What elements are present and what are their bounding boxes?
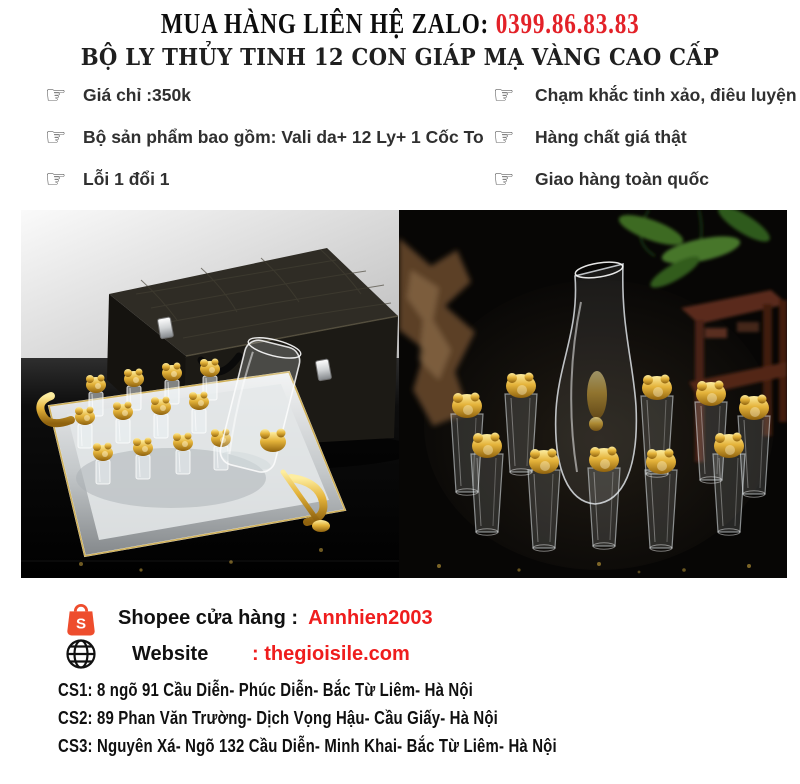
website-url[interactable]: : thegioisile.com (252, 642, 410, 665)
gold-dragon-figurine (260, 429, 286, 453)
feature-item (493, 168, 797, 191)
pointing-finger-icon: ☞ (493, 124, 515, 151)
address-line: CS2: 89 Phan Văn Trường- Dịch Vọng Hậu- Cầu Giấy- Hà Nội (58, 708, 498, 728)
feature-text: Giao hàng toàn quốc (535, 169, 710, 189)
feature-column-right (493, 84, 797, 191)
header (0, 0, 800, 72)
product-photo-right (399, 210, 787, 578)
product-photo-left (21, 210, 399, 578)
website-row (64, 636, 800, 672)
shopee-row (64, 600, 800, 636)
photo-right-graphic (399, 210, 787, 578)
pointing-finger-icon: ☞ (45, 166, 67, 193)
feature-item (493, 84, 797, 107)
feature-item (493, 126, 797, 149)
pointing-finger-icon: ☞ (493, 166, 515, 193)
feature-text: Chạm khắc tinh xảo, điêu luyện (535, 85, 797, 105)
pointing-finger-icon: ☞ (45, 124, 67, 151)
footer (0, 600, 800, 760)
feature-item (45, 168, 470, 191)
contact-line (0, 9, 800, 39)
product-gallery (21, 210, 787, 578)
shopee-store-name[interactable]: Annhien2003 (308, 606, 433, 629)
globe-icon (64, 637, 98, 671)
address-line: CS3: Nguyên Xá- Ngõ 132 Cầu Diễn- Minh Khai- Bắc Từ Liêm- Hà Nội (58, 736, 557, 756)
feature-column-left (45, 82, 484, 193)
pointing-finger-icon: ☞ (493, 82, 515, 109)
website-label: Website (132, 642, 209, 665)
feature-list (0, 84, 800, 191)
shopee-label: Shopee cửa hàng : (118, 606, 299, 629)
shopee-icon (64, 600, 98, 636)
address-line: CS1: 8 ngõ 91 Cầu Diễn- Phúc Diễn- Bắc Từ Liêm- Hà Nội (58, 680, 473, 700)
pointing-finger-icon: ☞ (45, 82, 67, 109)
feature-text: Bộ sản phẩm bao gồm: Vali da+ 12 Ly+ 1 Cốc To (83, 127, 484, 147)
feature-text: Lỗi 1 đổi 1 (83, 169, 170, 189)
contact-label: MUA HÀNG LIÊN HỆ ZALO: (160, 8, 489, 40)
feature-item (45, 84, 470, 107)
photo-left-graphic (21, 210, 399, 578)
case-clasp (315, 359, 331, 381)
case-clasp (157, 317, 173, 339)
zalo-phone-number[interactable]: 0399.86.83.83 (495, 8, 640, 40)
feature-item (45, 124, 484, 151)
feature-text: Giá chỉ :350k (83, 85, 191, 105)
feature-text: Hàng chất giá thật (535, 127, 687, 147)
store-addresses (58, 676, 674, 760)
svg-text:S: S (75, 615, 87, 633)
product-title: BỘ LY THỦY TINH 12 CON GIÁP MẠ VÀNG CAO CẤP (80, 44, 720, 71)
